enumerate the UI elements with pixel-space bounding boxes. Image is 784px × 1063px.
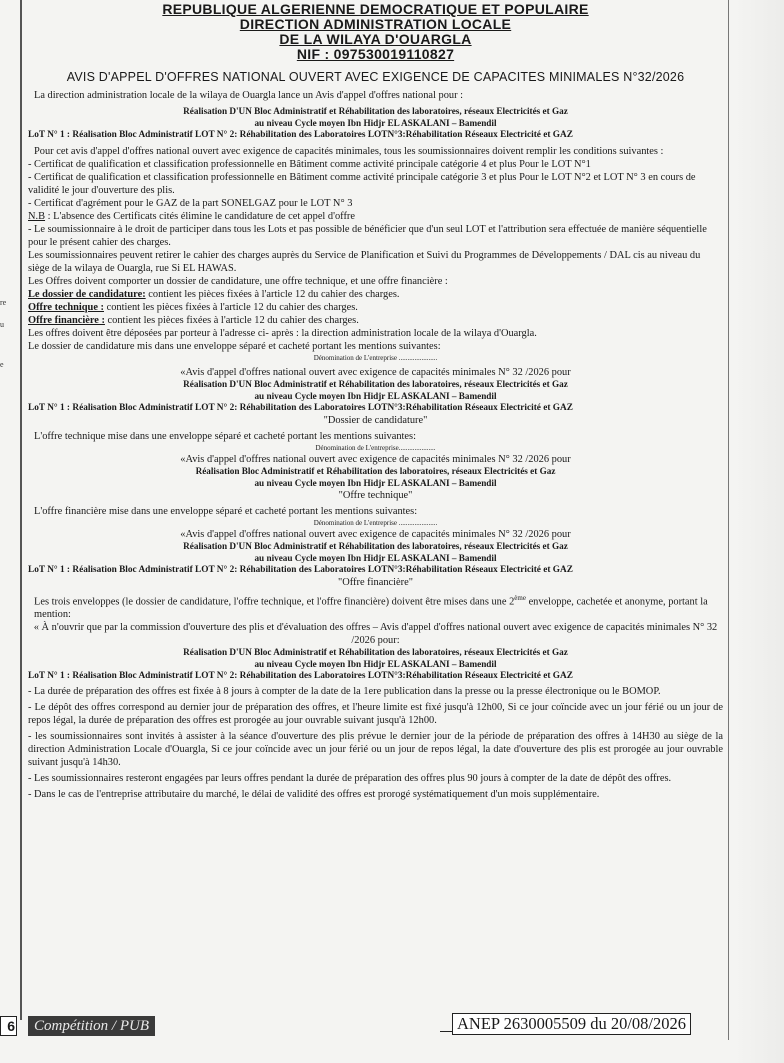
intro-text: La direction administration locale de la wilaya de Ouargla lance un Avis d'appel d'offres national pour : [34,90,464,101]
clause-seance: - les soumissionnaires sont invités à assister à la séance d'ouverture des plis prévue le dernier jour de la période de préparation des offres à 14H30 au siège de la direction Administration Locale d'Ouargla, Si ce jour coïncide avec un jour férié ou un jour de repos légal, la date d'ouverture des plis est prorogée au jour ouvrable suivant jusqu'à 14h30. [28,731,723,769]
env-technique-avis: «Avis d'appel d'offres national ouvert avec exigence de capacités minimales N° 32 /2026 pour [180,454,571,465]
tech-label: Offre technique : [28,302,104,313]
condition-3: - Certificat d'agrément pour le GAZ de la part SONELGAZ pour le LOT N° 3 [28,198,353,209]
trois-enveloppes [28,592,723,621]
retrait-text: Les soumissionnaires peuvent retirer le cahier des charges auprès du Service de Planification et Suivi du Programmes de Développements / DAL cis au niveau du siège de la wilaya de Ouargla, rue Si EL HAWAS. [28,250,701,274]
env-technique-proj-2: au niveau Cycle moyen Ibn Hidjr EL ASKALANI – Bamendil [254,477,497,488]
clause-engagement: - Les soumissionnaires resteront engagées par leurs offres pendant la durée de préparation des offres plus 90 jours à compter de la date de dépôt des offres. [28,773,672,785]
trois-env-lots: LoT N° 1 : Réalisation Bloc Administratif LOT N° 2: Réhabilitation des Laboratoires LOTN°3:Réhabilitation Réseaux Electricité et GAZ [28,671,573,682]
project-line-1: Réalisation D'UN Bloc Administratif et Réhabilitation des laboratoires, réseaux Electricités et Gaz [183,106,568,116]
footer-bar [0,1013,784,1037]
env-financiere-proj-2: au niveau Cycle moyen Ibn Hidjr EL ASKALANI – Bamendil [254,552,497,563]
condition-2: - Certificat de qualification et classification professionnelle en Bâtiment comme activité principale catégorie 3 et plus Pour le LOT N°2 et LOT N° 3 en cours de validité le jour d'ouverture des plis. [28,172,696,196]
env-financiere-proj-1: Réalisation D'UN Bloc Administratif et Réhabilitation des laboratoires, réseaux Electricités et Gaz [183,541,568,551]
page-number: 6 [0,1016,17,1036]
nb-note [28,210,723,223]
margin-fragment: re [0,298,7,307]
trois-env-proj-2: au niveau Cycle moyen Ibn Hidjr EL ASKALANI – Bamendil [254,658,497,669]
column-divider [20,0,22,1020]
header-line-3: DE LA WILAYA D'OUARGLA [279,31,472,47]
notice-body [28,2,723,801]
header-line-2: DIRECTION ADMINISTRATION LOCALE [239,16,512,32]
env-candidature-label: "Dossier de candidature" [323,415,428,426]
notice-title: AVIS D'APPEL D'OFFRES NATIONAL OUVERT AVEC EXIGENCE DE CAPACITES MINIMALES N°32/2026 [66,70,685,84]
trois-env-text-a: Les trois enveloppes (le dossier de candidature, l'offre technique, et l'offre financière) doivent être mises dans une 2 [34,596,515,608]
trois-env-text-b: enveloppe, cachetée et anonyme, portant la mention: [34,596,708,621]
env-technique-label: "Offre technique" [338,490,413,501]
env-candidature-avis: «Avis d'appel d'offres national ouvert avec exigence de capacités minimales N° 32 /2026 pour [180,367,571,378]
env-candidature-proj-1: Réalisation D'UN Bloc Administratif et Réhabilitation des laboratoires, réseaux Electricités et Gaz [183,379,568,389]
offres-intro: Les Offres doivent comporter un dossier de candidature, une offre technique, et une offre financière : [28,276,448,287]
dossier-text: contient les pièces fixées à l'article 12 du cahier des charges. [145,289,400,300]
tech-line [28,301,723,314]
env-financiere-avis: «Avis d'appel d'offres national ouvert avec exigence de capacités minimales N° 32 /2026 pour [180,529,571,540]
condition-1: - Certificat de qualification et classification professionnelle en Bâtiment comme activité principale catégorie 4 et plus Pour le LOT N°1 [28,159,591,170]
margin-fragment: e [0,360,4,369]
margin-fragment: u [0,320,4,329]
env-candidature-lots: LoT N° 1 : Réalisation Bloc Administratif LOT N° 2: Réhabilitation des Laboratoires LOTN°3:Réhabilitation Réseaux Electricité et GAZ [28,403,573,413]
env-candidature-proj-2: au niveau Cycle moyen Ibn Hidjr EL ASKALANI – Bamendil [254,390,497,401]
depot-text: Les offres doivent être déposées par porteur à l'adresse ci- après : la direction administration locale de la wilaya d'Ouargla. [28,328,537,339]
anep-reference: ANEP 2630005509 du 20/08/2026 [452,1013,691,1035]
env-financiere-intro: L'offre financière mise dans une enveloppe séparé et cacheté portant les mentions suivantes: [34,506,418,517]
lots-line: LoT N° 1 : Réalisation Bloc Administratif LOT N° 2: Réhabilitation des Laboratoires LOTN°3:Réhabilitation Réseaux Electricité et GAZ [28,130,573,140]
env-financiere-denomination: Dénomination de L'entreprise ...................... [313,519,438,527]
trois-env-sup: ème [514,594,526,602]
right-border [728,0,729,1040]
section-badge: Compétition / PUB [28,1016,155,1036]
trois-env-mention: « À n'ouvrir que par la commission d'ouverture des plis et d'évaluation des offres – Avis d'appel d'offres national ouvert avec exigence de capacités minimales N° 32 /2026 pour: [33,622,718,647]
dossier-line [28,288,723,301]
env-candidature-denomination: Dénomination de L'entreprise ...................... [313,354,438,362]
fin-line [28,314,723,327]
scan-edge [734,0,784,1063]
clause-depot: - Le dépôt des offres correspond au dernier jour de préparation des offres, et l'heure limite est fixé jusqu'à 12h00, Si ce jour coïncide avec un jour férié ou un jour de repos légal, la durée de préparation des offres est prorogée au jour ouvrable suivant jusqu'à 12h00. [28,702,723,727]
project-line-2: au niveau Cycle moyen Ibn Hidjr EL ASKALANI – Bamendil [254,117,497,128]
env-candidature-intro: Le dossier de candidature mis dans une enveloppe séparé et cacheté portant les mentions suivantes: [28,341,441,352]
trois-env-proj-1: Réalisation D'UN Bloc Administratif et Réhabilitation des laboratoires, réseaux Electricités et Gaz [183,647,568,658]
clause-duree: - La durée de préparation des offres est fixée à 8 jours à compter de la date de la 1ere publication dans la presse ou la presse électronique ou le BOMOP. [28,686,661,698]
header-nif: NIF : 097530019110827 [296,46,455,62]
anep-dash [440,1031,452,1032]
env-financiere-lots: LoT N° 1 : Réalisation Bloc Administratif LOT N° 2: Réhabilitation des Laboratoires LOTN°3:Réhabilitation Réseaux Electricité et GAZ [28,565,573,575]
tech-text: contient les pièces fixées à l'article 12 du cahier des charges. [104,302,358,313]
nb-label: N.B [28,211,46,222]
env-technique-proj-1: Réalisation Bloc Administratif et Réhabilitation des laboratoires, réseaux Electricités et Gaz [195,466,556,476]
fin-text: contient les pièces fixées à l'article 12 du cahier des charges. [104,315,359,326]
env-technique-intro: L'offre technique mise dans une enveloppe séparé et cacheté portant les mentions suivantes: [34,431,416,442]
fin-label: Offre financière : [28,315,105,326]
clause-validite: - Dans le cas de l'entreprise attributaire du marché, le délai de validité des offres est prorogé systématiquement d'un mois supplémentaire. [28,789,600,801]
env-technique-denomination: Dénomination de L'entreprise..................... [315,444,436,452]
conditions-intro: Pour cet avis d'appel d'offres national ouvert avec exigence de capacités minimales, tous les soumissionnaires doivent remplir les conditions suivantes : [34,146,664,157]
header-line-1: REPUBLIQUE ALGERIENNE DEMOCRATIQUE ET POPULAIRE [162,1,589,17]
lots-rule: - Le soumissionnaire à le droit de participer dans tous les Lots et pas possible de bénéficier que d'un seul LOT et l'attribution sera effectuée de manière séquentielle pour le présent cahier des charges. [28,224,707,248]
dossier-label: Le dossier de candidature: [28,289,146,300]
nb-text: : L'absence des Certificats cités élimine le candidature de cet appel d'offre [45,211,355,222]
env-financiere-label: "Offre financière" [338,577,413,588]
